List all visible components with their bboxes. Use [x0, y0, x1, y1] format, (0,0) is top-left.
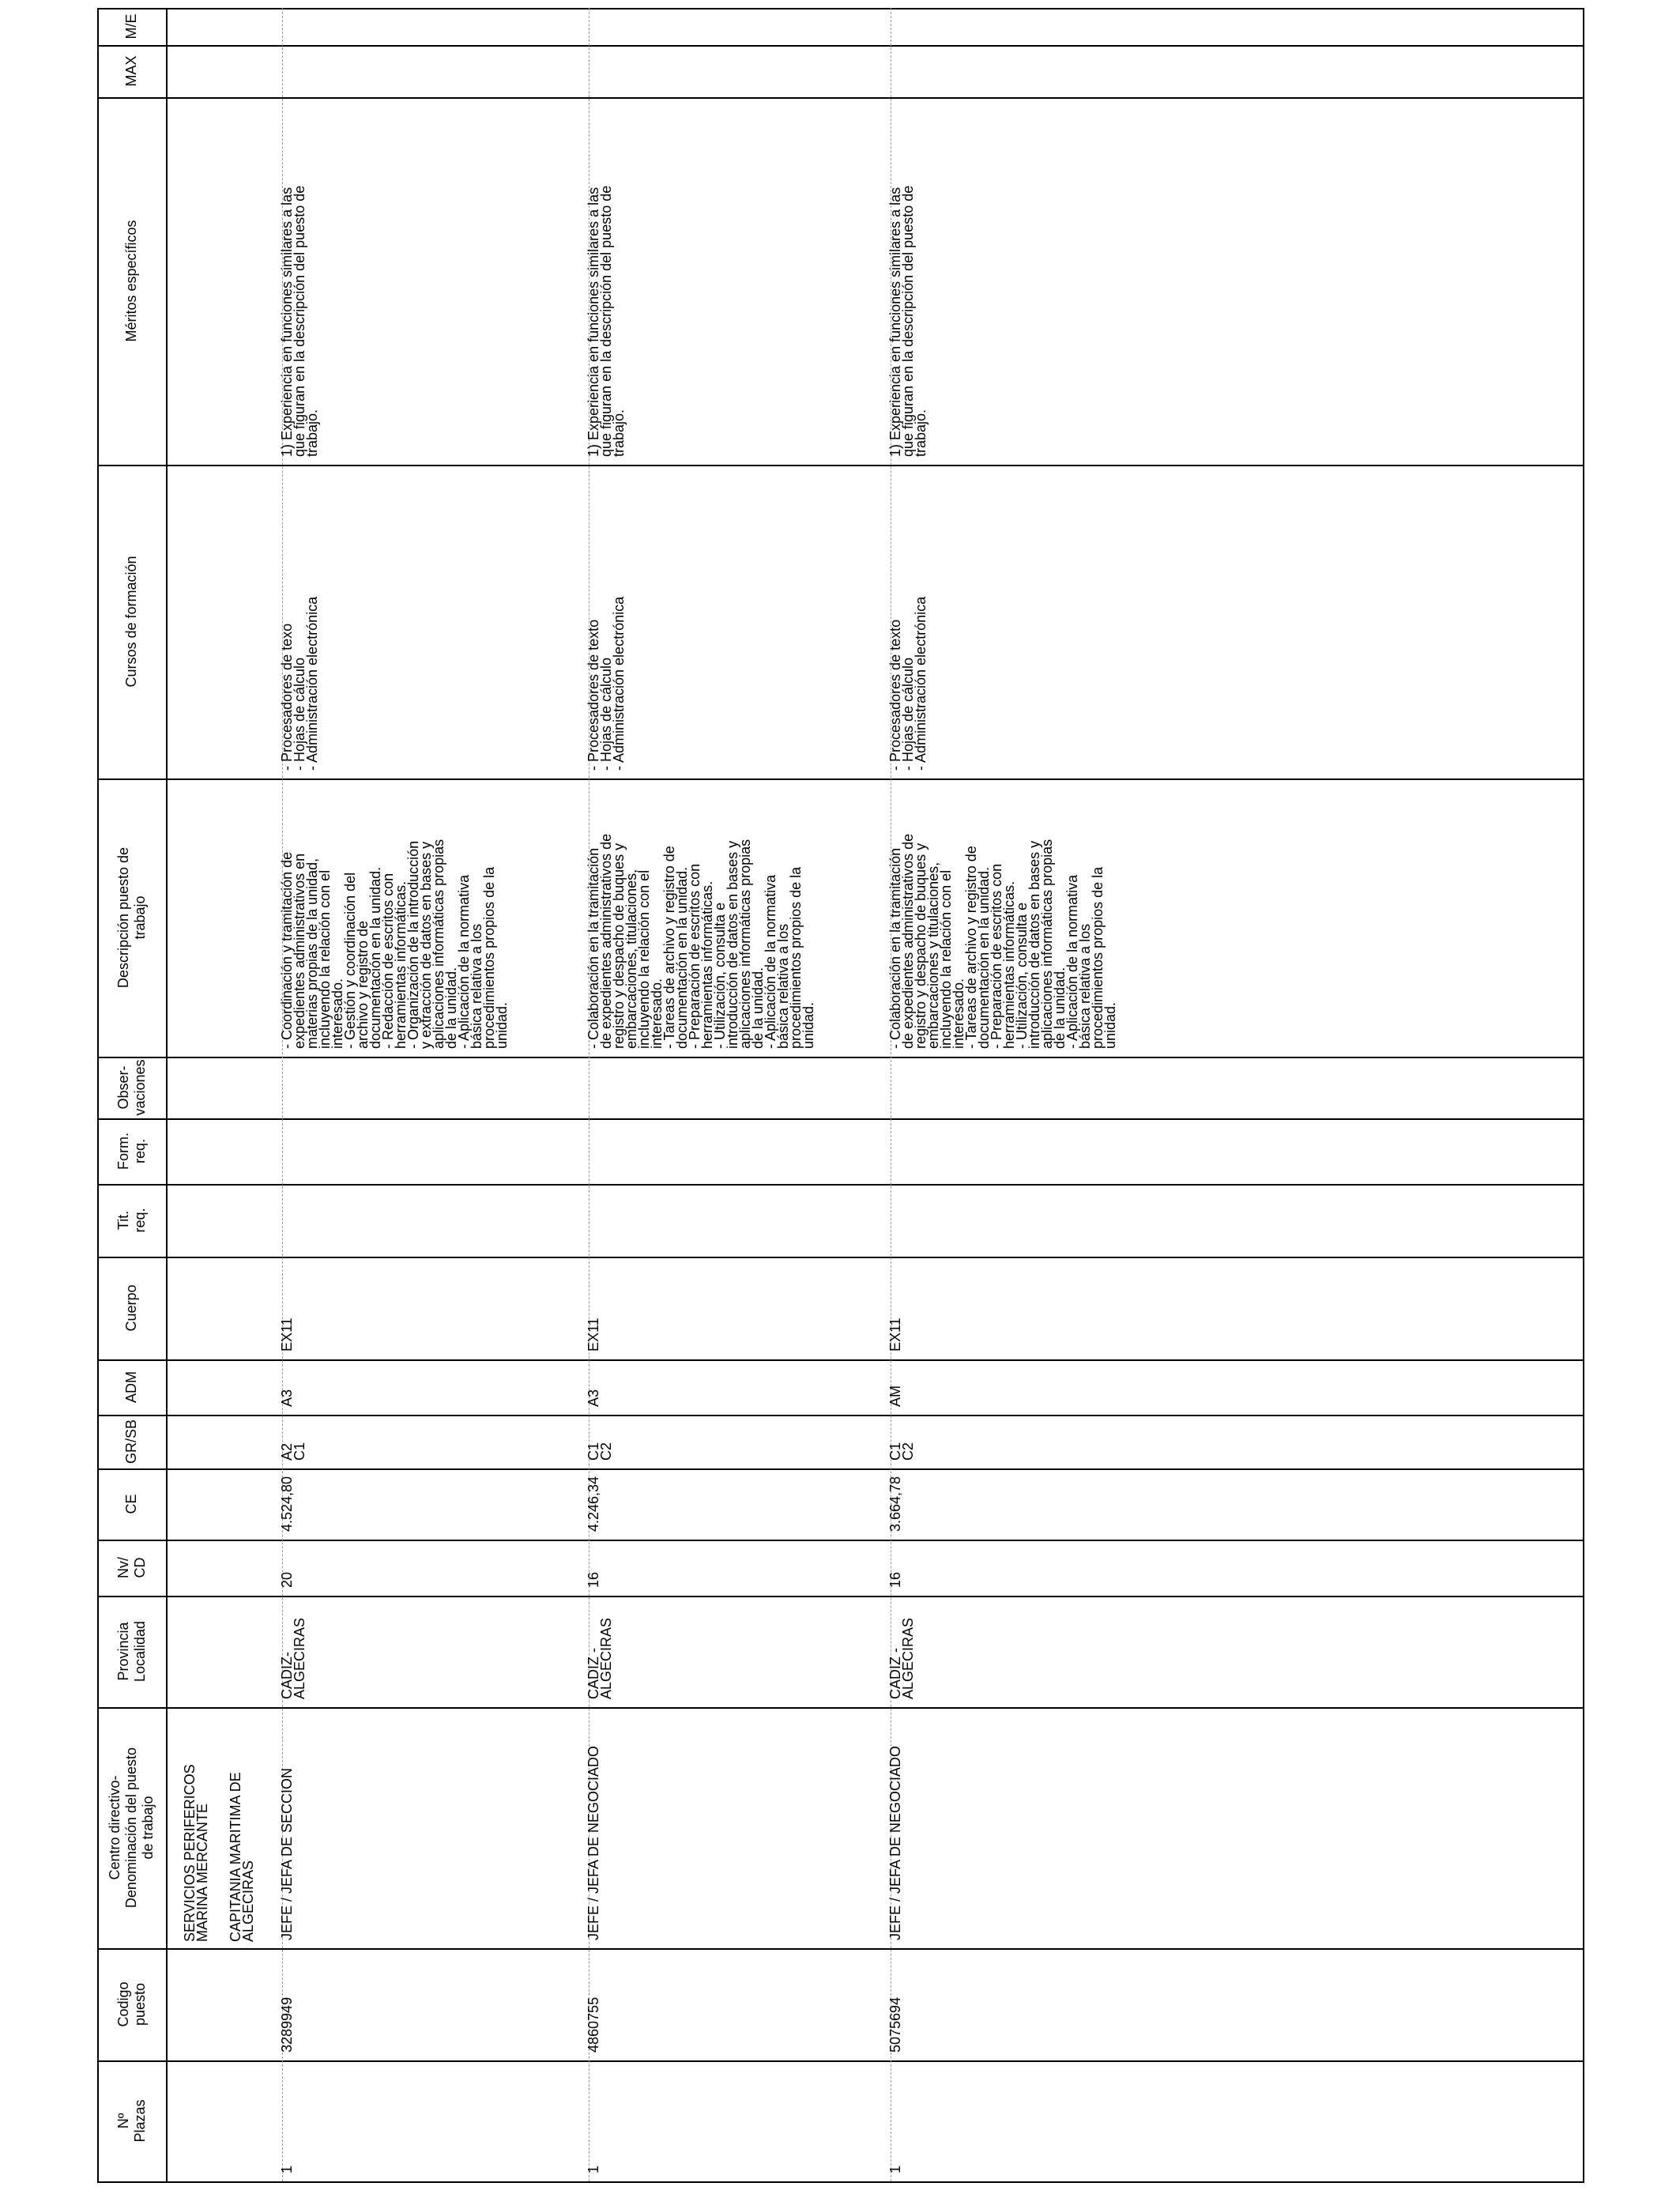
column-separator	[97, 1596, 1583, 1597]
cell-provincia: CADIZ- ALGECIRAS	[279, 1617, 307, 1699]
header-nivel: Nv/ CD	[115, 1557, 148, 1578]
header-descripcion: Descripción puesto de trabajo	[115, 846, 148, 989]
column-separator	[97, 1948, 1583, 1950]
cell-cuerpo: EX11	[887, 1318, 903, 1351]
cell-descripcion: - Colaboración en la tramitación de expedientes administrativos de registro y despacho de buques y embarcaciones y titulaciones, incluyendo la relación con el interesado. - Tareas de archivo y registro de documentación en la unidad. - Preparación de escritos con herramientas informáticas. - Utilización, consulta e introducción de datos en bases y aplicaciones informáticas propias de la unidad. - Aplicación de la normativa básica relativa a los procedimientos propios de la unidad.	[887, 833, 1118, 1049]
cell-cursos: - Procesadores de texto - Hojas de cálculo - Administración electrónica	[586, 596, 627, 771]
cell-nivel: 16	[586, 1571, 601, 1588]
cell-ce: 3.664,78	[887, 1476, 903, 1532]
cell-nivel: 16	[887, 1571, 903, 1588]
cell-plazas: 1	[887, 2165, 903, 2173]
cell-grupo: A2 C1	[279, 1442, 307, 1461]
column-separator	[97, 1118, 1583, 1120]
column-separator	[97, 1359, 1583, 1361]
cell-denominacion: JEFE / JEFA DE NEGOCIADO	[887, 1745, 903, 1940]
cell-cuerpo: EX11	[586, 1318, 601, 1351]
section-servicio: SERVICIOS PERIFERICOS MARINA MERCANTE	[182, 1764, 210, 1942]
cell-cuerpo: EX11	[279, 1318, 295, 1351]
column-separator	[97, 2060, 1583, 2062]
cell-plazas: 1	[279, 2165, 295, 2173]
column-separator	[97, 465, 1583, 466]
cell-meritos: 1) Experiencia en funciones similares a las que figuran en la descripción del puesto de trabajo.	[887, 185, 929, 457]
header-form: Form. req.	[115, 1133, 148, 1170]
header-plazas: Nº Plazas	[115, 2099, 148, 2143]
header-obs: Obser- vaciones	[115, 1059, 148, 1116]
cell-adm: A3	[586, 1389, 601, 1407]
column-separator	[97, 1415, 1583, 1416]
header-meritos: Méritos específicos	[123, 220, 139, 342]
cell-codigo: 3289949	[279, 1996, 295, 2053]
header-cuerpo: Cuerpo	[123, 1284, 139, 1332]
column-separator	[97, 97, 1583, 99]
column-separator	[97, 1184, 1583, 1186]
cell-provincia: CADIZ - ALGECIRAS	[586, 1617, 614, 1699]
header-divider	[166, 8, 168, 2181]
header-max: MAX	[123, 55, 139, 87]
cell-adm: AM	[887, 1385, 903, 1407]
cell-descripcion: - Colaboración en la tramitación de expedientes administrativos de registro y despacho de buques y embarcaciones, titulaciones, incluyendo la relación con el interesado. - Tareas de archivo y registro de documentación en la unidad. - Preparación de escritos con herramientas informáticas. - Utilización, consulta e introducción de datos en bases y aplicaciones informáticas propias de la unidad. - Aplicación de la normativa básica relativa a los procedimientos propios de la unidad.	[586, 833, 816, 1049]
header-adm: ADM	[123, 1371, 139, 1403]
header-centro: Centro directivo- Denominación del puesto de trabajo	[107, 1747, 156, 1909]
cell-grupo: C1 C2	[586, 1442, 614, 1461]
frame-bottom-border	[97, 2181, 1584, 2183]
frame-left-border	[97, 8, 99, 2181]
cell-denominacion: JEFE / JEFA DE SECCION	[279, 1767, 295, 1940]
cell-codigo: 5075694	[887, 1996, 903, 2053]
frame-right-border	[1583, 8, 1584, 2181]
cell-descripcion: - Coordinación y tramitación de expedientes administrativos en materias propias de la unidad, incluyendo la relación con el interesado. - Gestión y coordinación del archivo y registro de documentación en la unidad. - Redacción de escritos con herramientas informáticas. - Organización de la introducción y extracción de datos en bases y aplicaciones informáticas propias de la unidad. - Aplicación de la normativa básica relativa a los procedimientos propios de la unidad.	[279, 839, 510, 1049]
cell-ce: 4.524,80	[279, 1476, 295, 1532]
column-separator	[97, 778, 1583, 780]
cell-cursos: - Procesadores de texo - Hojas de cálculo - Administración electrónica	[279, 596, 320, 771]
cell-meritos: 1) Experiencia en funciones similares a las que figuran en la descripción del puesto de trabajo.	[586, 185, 627, 457]
cell-grupo: C1 C2	[887, 1442, 916, 1461]
column-separator	[97, 1707, 1583, 1709]
column-separator	[97, 1257, 1583, 1258]
column-separator	[97, 45, 1583, 47]
header-grupo: GR/SB	[123, 1419, 139, 1465]
header-provincia: Provincia Localidad	[115, 1620, 148, 1683]
header-ce: CE	[123, 1494, 139, 1514]
cell-codigo: 4860755	[586, 1996, 601, 2053]
column-separator	[97, 1057, 1583, 1058]
cell-adm: A3	[279, 1389, 295, 1407]
cell-cursos: - Procesadores de texto - Hojas de cálculo - Administración electrónica	[887, 596, 929, 771]
cell-denominacion: JEFE / JEFA DE NEGOCIADO	[586, 1745, 601, 1940]
cell-plazas: 1	[586, 2165, 601, 2173]
column-separator	[97, 1540, 1583, 1541]
cell-nivel: 20	[279, 1571, 295, 1588]
section-unidad: CAPITANIA MARITIMA DE ALGECIRAS	[228, 1772, 256, 1942]
header-me: M/E	[123, 13, 139, 40]
frame-top-border	[97, 8, 1584, 9]
header-tit: Tit. req.	[115, 1208, 148, 1233]
cell-provincia: CADIZ - ALGECIRAS	[887, 1617, 916, 1699]
cell-meritos: 1) Experiencia en funciones similares a las que figuran en la descripción del puesto de trabajo.	[279, 185, 320, 457]
header-codigo: Codigo puesto	[115, 1981, 148, 2027]
column-separator	[97, 1468, 1583, 1470]
cell-ce: 4.246,34	[586, 1476, 601, 1532]
header-cursos: Cursos de formación	[123, 556, 139, 688]
